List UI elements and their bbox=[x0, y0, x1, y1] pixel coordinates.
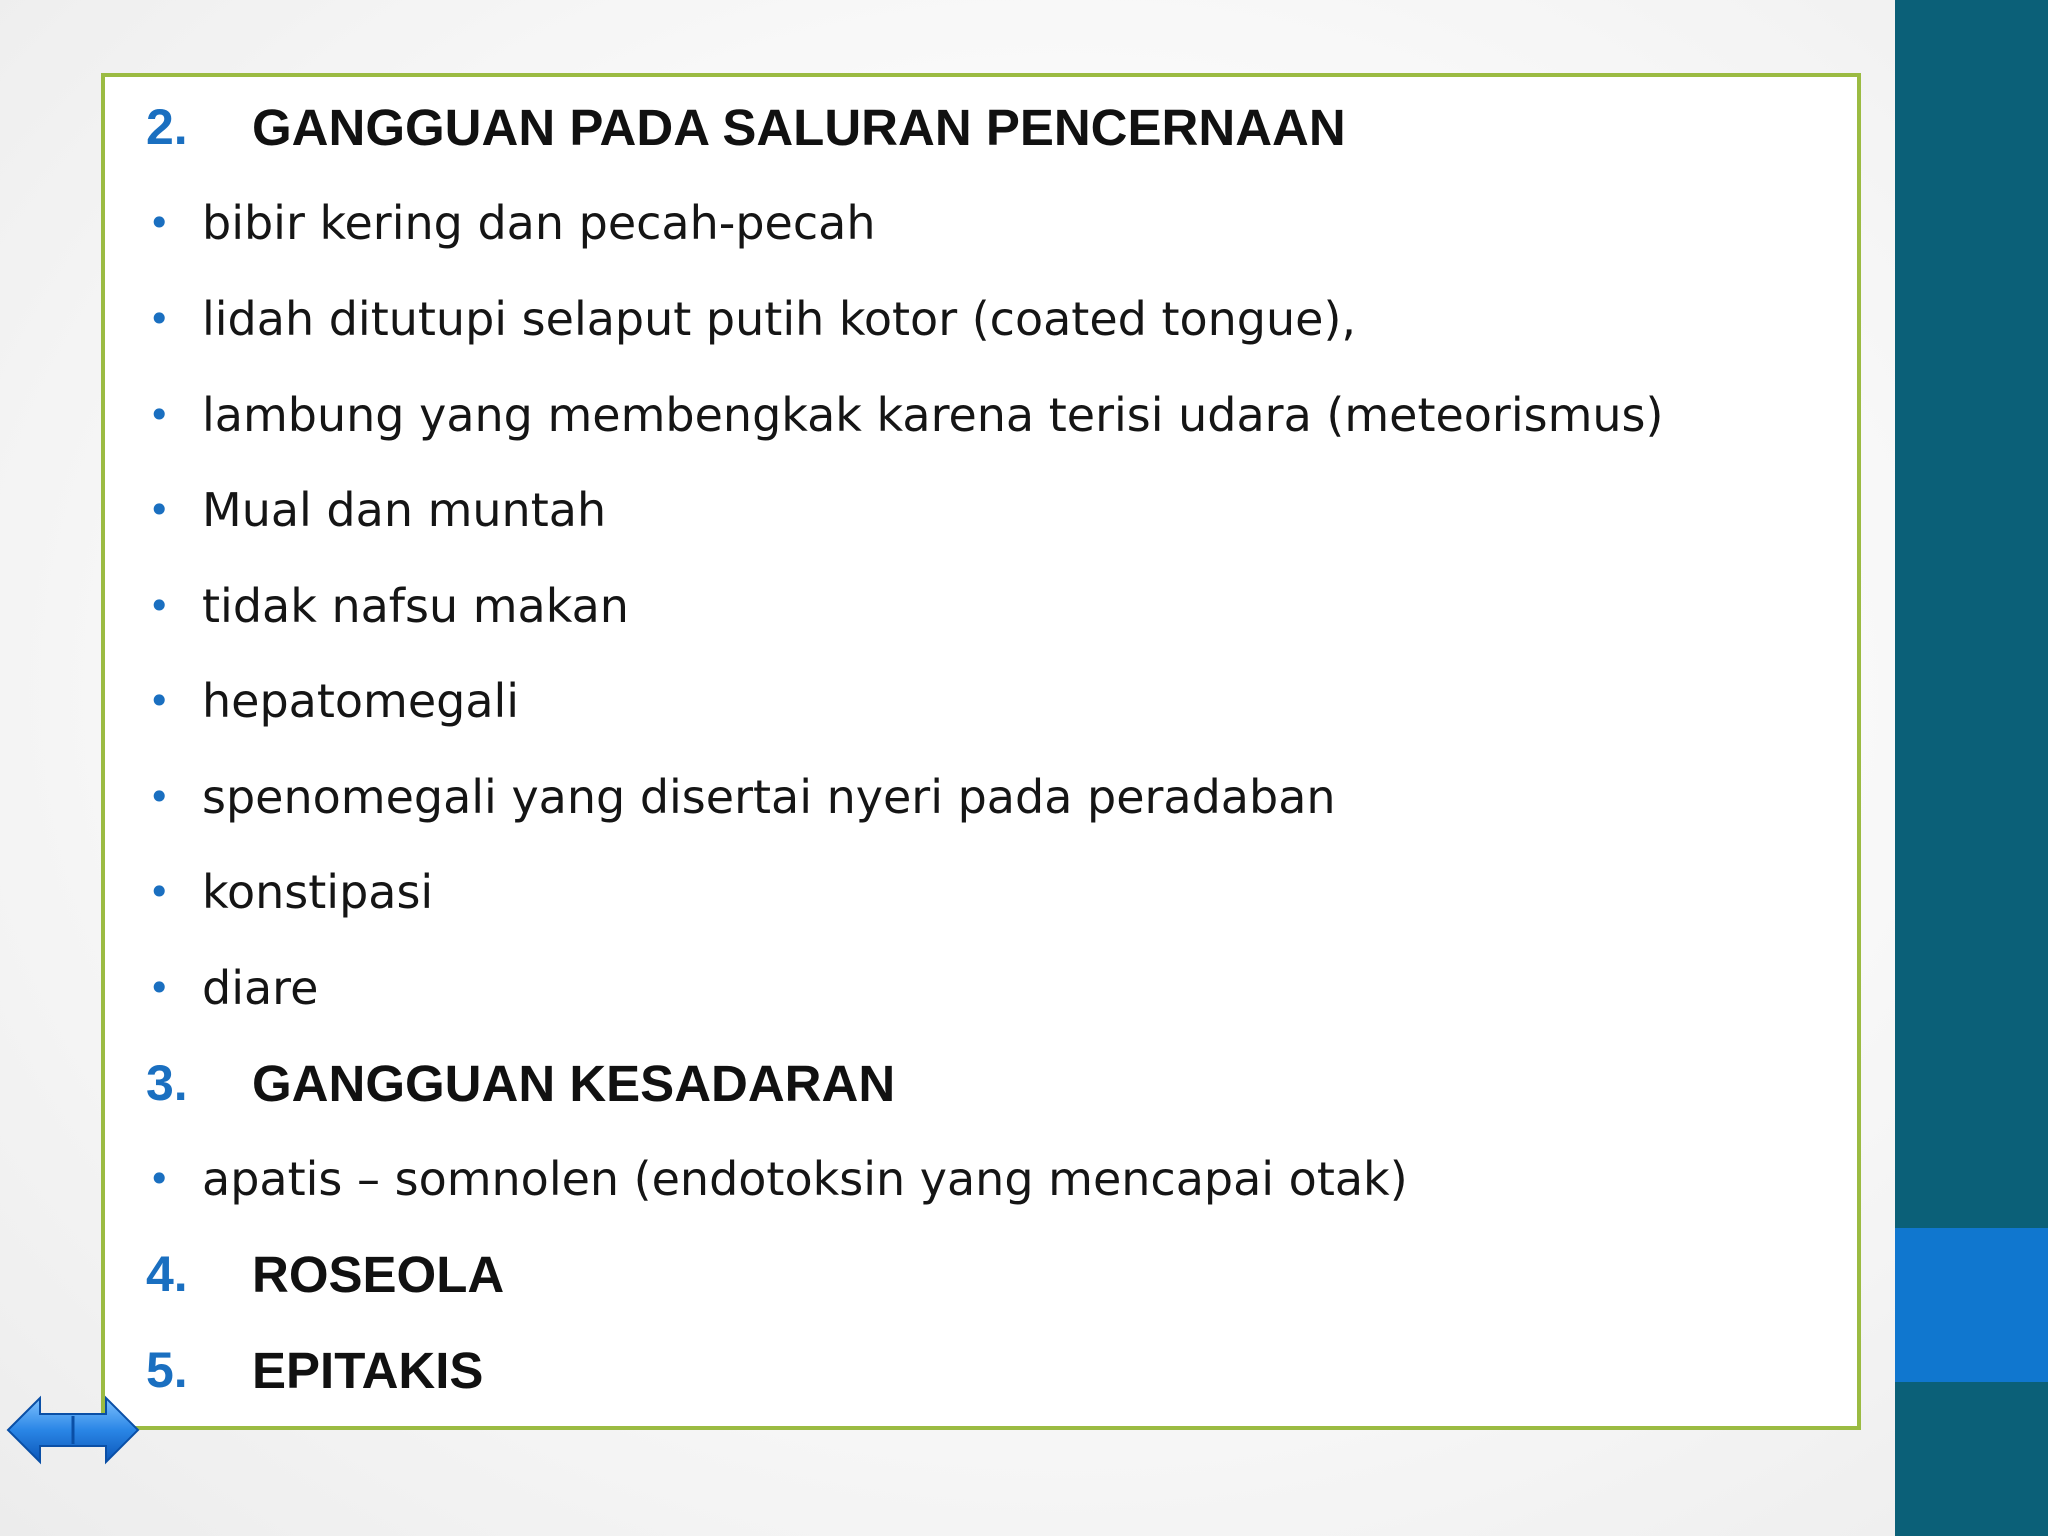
bullet-icon: • bbox=[148, 679, 171, 723]
bullet-icon: • bbox=[148, 297, 171, 341]
section-heading-5 bbox=[146, 1338, 483, 1402]
list-item bbox=[146, 191, 876, 255]
section-number: 5. bbox=[146, 1342, 188, 1398]
bullet-icon: • bbox=[148, 201, 171, 245]
sidebar-accent-block bbox=[1895, 1228, 2048, 1382]
section-title: GANGGUAN PADA SALURAN PENCERNAAN bbox=[252, 98, 1346, 156]
section-number: 2. bbox=[146, 99, 188, 155]
section-heading-2 bbox=[146, 95, 1346, 159]
left-right-arrows-icon[interactable] bbox=[6, 1394, 140, 1466]
bullet-icon: • bbox=[148, 584, 171, 628]
bullet-icon: • bbox=[148, 966, 171, 1010]
section-number: 3. bbox=[146, 1055, 188, 1111]
bullet-icon: • bbox=[148, 870, 171, 914]
section-title: ROSEOLA bbox=[252, 1245, 505, 1303]
list-item bbox=[146, 383, 1663, 447]
bullet-icon: • bbox=[148, 775, 171, 819]
list-item bbox=[146, 860, 433, 924]
list-item-text: bibir kering dan pecah-pecah bbox=[202, 196, 876, 250]
section-heading-3 bbox=[146, 1051, 895, 1115]
list-item-text: diare bbox=[202, 961, 319, 1015]
list-item bbox=[146, 287, 1356, 351]
list-item bbox=[146, 574, 629, 638]
section-heading-4 bbox=[146, 1242, 504, 1306]
list-item-text: lidah ditutupi selaput putih kotor (coated tongue), bbox=[202, 292, 1357, 346]
list-item-text: tidak nafsu makan bbox=[202, 579, 629, 633]
list-item-text: Mual dan muntah bbox=[202, 483, 607, 537]
list-item-text: spenomegali yang disertai nyeri pada peradaban bbox=[202, 770, 1336, 824]
bullet-icon: • bbox=[148, 393, 171, 437]
list-item bbox=[146, 956, 318, 1020]
content-frame bbox=[101, 73, 1861, 1430]
list-item-text: konstipasi bbox=[202, 865, 434, 919]
section-title: GANGGUAN KESADARAN bbox=[252, 1054, 896, 1112]
list-item bbox=[146, 765, 1336, 829]
bullet-icon: • bbox=[148, 1157, 171, 1201]
section-number: 4. bbox=[146, 1246, 188, 1302]
list-item bbox=[146, 669, 519, 733]
list-item-text: lambung yang membengkak karena terisi udara (meteorismus) bbox=[202, 388, 1664, 442]
list-item bbox=[146, 478, 606, 542]
bullet-icon: • bbox=[148, 488, 171, 532]
list-item bbox=[146, 1147, 1408, 1211]
list-item-text: apatis – somnolen (endotoksin yang mencapai otak) bbox=[202, 1152, 1408, 1206]
section-title: EPITAKIS bbox=[252, 1341, 484, 1399]
list-item-text: hepatomegali bbox=[202, 674, 520, 728]
